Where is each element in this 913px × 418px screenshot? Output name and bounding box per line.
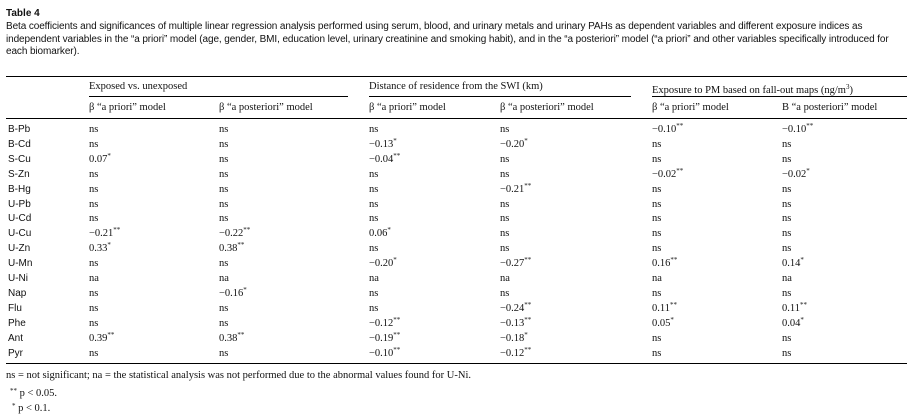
table-cell xyxy=(652,167,683,182)
table-cell xyxy=(369,271,379,286)
cell-value: ns xyxy=(652,287,662,299)
significance-mark: * xyxy=(670,315,674,324)
table-cell xyxy=(369,137,397,152)
table-cell xyxy=(89,331,114,346)
table-row xyxy=(0,197,913,212)
cell-value: ns xyxy=(369,124,379,135)
table-cell xyxy=(369,256,397,271)
cell-value: ns xyxy=(89,258,99,270)
row-label: U-Mn xyxy=(8,258,33,270)
cell-value: ns xyxy=(500,287,510,299)
row-label: U-Cu xyxy=(8,228,32,240)
table-bottom-rule xyxy=(6,363,907,364)
significance-mark: * xyxy=(524,136,528,145)
cell-value: −0.16 xyxy=(219,287,244,299)
group-header-label: Distance of residence from the SWI (km) xyxy=(369,81,543,92)
significance-mark: * xyxy=(243,285,247,294)
cell-value: ns xyxy=(782,213,792,225)
table-cell xyxy=(89,211,98,226)
row-label: Pyr xyxy=(8,347,23,359)
significance-mark: * xyxy=(800,315,804,324)
cell-value: ns xyxy=(369,243,379,255)
cell-value: ns xyxy=(89,302,99,314)
table-cell xyxy=(782,331,791,346)
table-cell xyxy=(89,152,111,167)
cell-value: ns xyxy=(500,198,510,210)
cell-value: ns xyxy=(219,153,229,165)
cell-value: ns xyxy=(219,302,229,314)
significance-mark: * xyxy=(806,166,810,175)
table-cell xyxy=(782,197,791,212)
cell-value: ns xyxy=(500,228,510,240)
cell-value: 0.38 xyxy=(219,243,238,255)
table-cell xyxy=(652,241,661,256)
table-cell xyxy=(219,137,228,152)
cell-value: ns xyxy=(500,168,510,180)
cell-value: −0.12 xyxy=(369,317,394,329)
cell-value: ns xyxy=(652,228,662,240)
cell-value: ns xyxy=(219,347,229,359)
cell-value: −0.02 xyxy=(782,168,807,180)
cell-value: ns xyxy=(782,243,792,255)
table-cell xyxy=(369,182,378,197)
footnote-mark: ** xyxy=(10,387,17,395)
table-cell xyxy=(782,271,792,286)
table-row xyxy=(0,211,913,226)
footnote-p005 xyxy=(10,385,57,400)
table-cell xyxy=(500,182,531,197)
cell-value: na xyxy=(219,273,229,284)
cell-value: ns xyxy=(500,153,510,165)
table-cell xyxy=(652,301,677,316)
significance-mark: * xyxy=(800,256,804,265)
cell-value: ns xyxy=(500,213,510,225)
table-cell xyxy=(89,122,98,137)
table-row xyxy=(0,316,913,331)
cell-value: ns xyxy=(369,213,379,225)
table-cell xyxy=(782,316,804,331)
cell-value: ns xyxy=(89,138,99,150)
cell-value: ns xyxy=(782,332,792,344)
row-label: Phe xyxy=(8,317,26,329)
table-cell xyxy=(89,137,98,152)
group-header-label: Exposure to PM based on fall-out maps (ng/m xyxy=(652,85,846,96)
cell-value: ns xyxy=(652,153,662,165)
table-top-rule xyxy=(6,76,907,77)
row-label: U-Ni xyxy=(8,273,28,284)
table-label: Table 4 xyxy=(6,8,40,19)
cell-value: ns xyxy=(219,168,229,180)
table-cell xyxy=(219,331,244,346)
table-cell xyxy=(782,182,791,197)
footnote-abbreviations xyxy=(6,370,471,382)
cell-value: 0.16 xyxy=(652,258,671,270)
significance-mark: * xyxy=(107,151,111,160)
group-header-unit-suffix: ) xyxy=(849,85,853,96)
table-cell xyxy=(782,167,810,182)
significance-mark: ** xyxy=(524,315,532,324)
cell-value: ns xyxy=(782,183,792,195)
cell-value: ns xyxy=(89,317,99,329)
significance-mark: ** xyxy=(524,300,532,309)
table-cell xyxy=(500,197,509,212)
cell-value: ns xyxy=(652,198,662,210)
table-cell xyxy=(652,211,661,226)
significance-mark: ** xyxy=(670,300,677,309)
cell-value: ns xyxy=(782,138,792,150)
significance-mark: ** xyxy=(524,345,532,354)
subheader-col-1: β “a priori” model xyxy=(89,102,166,113)
significance-mark: * xyxy=(107,241,111,250)
cell-value: ns xyxy=(782,198,792,210)
cell-value: ns xyxy=(782,153,792,165)
table-cell xyxy=(782,122,813,137)
cell-value: ns xyxy=(369,183,379,195)
table-row xyxy=(0,182,913,197)
significance-mark: ** xyxy=(237,330,245,339)
table-cell xyxy=(782,152,791,167)
table-cell xyxy=(652,316,674,331)
cell-value: −0.04 xyxy=(369,153,394,165)
table-cell xyxy=(500,122,509,137)
cell-value: na xyxy=(89,273,99,284)
table-cell xyxy=(652,197,661,212)
cell-value: ns xyxy=(89,347,99,359)
table-cell xyxy=(89,226,120,241)
table-cell xyxy=(500,316,531,331)
table-row xyxy=(0,137,913,152)
footnote-text: p < 0.1. xyxy=(18,403,51,414)
header-bottom-rule xyxy=(6,118,907,119)
table-cell xyxy=(89,167,98,182)
table-cell xyxy=(89,301,98,316)
table-cell xyxy=(369,226,391,241)
table-cell xyxy=(782,241,791,256)
table-caption xyxy=(6,8,906,59)
cell-value: na xyxy=(782,273,792,284)
table-cell xyxy=(219,271,229,286)
table-cell xyxy=(219,226,250,241)
table-cell xyxy=(782,256,804,271)
table-cell xyxy=(369,346,400,361)
cell-value: ns xyxy=(782,287,792,299)
table-cell xyxy=(369,301,378,316)
table-cell xyxy=(219,346,228,361)
cell-value: ns xyxy=(652,332,662,344)
table-cell xyxy=(219,211,228,226)
cell-value: ns xyxy=(500,243,510,255)
cell-value: −0.27 xyxy=(500,258,525,270)
subheader-col-3: β “a priori” model xyxy=(369,102,446,113)
cell-value: ns xyxy=(369,198,379,210)
cell-value: −0.20 xyxy=(369,258,394,270)
table-cell xyxy=(219,286,247,301)
group-rule-distance xyxy=(369,96,631,97)
cell-value: ns xyxy=(782,228,792,240)
table-cell xyxy=(369,316,400,331)
table-cell xyxy=(782,301,807,316)
table-cell xyxy=(89,241,111,256)
cell-value: −0.18 xyxy=(500,332,525,344)
table-row xyxy=(0,346,913,361)
cell-value: −0.13 xyxy=(369,138,394,150)
cell-value: 0.14 xyxy=(782,258,801,270)
cell-value: −0.02 xyxy=(652,168,677,180)
table-row xyxy=(0,271,913,286)
cell-value: −0.10 xyxy=(652,124,677,135)
table-cell xyxy=(369,211,378,226)
cell-value: na xyxy=(500,273,510,284)
cell-value: ns xyxy=(89,124,99,135)
cell-value: ns xyxy=(652,183,662,195)
table-cell xyxy=(500,256,531,271)
significance-mark: * xyxy=(393,136,397,145)
cell-value: −0.22 xyxy=(219,228,244,240)
significance-mark: ** xyxy=(524,181,532,190)
row-label: U-Cd xyxy=(8,213,32,225)
table-cell xyxy=(89,256,98,271)
cell-value: ns xyxy=(219,124,229,135)
table-cell xyxy=(89,286,98,301)
cell-value: ns xyxy=(89,287,99,299)
cell-value: 0.11 xyxy=(782,302,800,314)
table-cell xyxy=(782,226,791,241)
footnote-mark: * xyxy=(12,402,16,410)
cell-value: ns xyxy=(782,347,792,359)
significance-mark: ** xyxy=(800,300,807,309)
significance-mark: * xyxy=(524,330,528,339)
significance-mark: ** xyxy=(806,122,814,130)
significance-mark: ** xyxy=(670,256,678,265)
cell-value: ns xyxy=(369,168,379,180)
table-cell xyxy=(500,271,510,286)
cell-value: −0.20 xyxy=(500,138,525,150)
cell-value: ns xyxy=(219,198,229,210)
table-cell xyxy=(89,182,98,197)
table-cell xyxy=(219,316,228,331)
cell-value: ns xyxy=(500,124,510,135)
table-cell xyxy=(500,346,531,361)
row-label: B-Pb xyxy=(8,124,31,135)
table-cell xyxy=(89,316,98,331)
significance-mark: ** xyxy=(237,241,245,250)
cell-value: −0.19 xyxy=(369,332,394,344)
footnote-p01 xyxy=(12,400,50,415)
table-row xyxy=(0,167,913,182)
cell-value: ns xyxy=(219,213,229,225)
cell-value: 0.39 xyxy=(89,332,108,344)
row-label: Ant xyxy=(8,332,24,344)
table-cell xyxy=(652,256,677,271)
table-cell xyxy=(500,331,528,346)
cell-value: ns xyxy=(219,138,229,150)
significance-mark: ** xyxy=(113,226,121,235)
group-header-distance xyxy=(369,81,543,93)
table-cell xyxy=(219,182,228,197)
group-rule-exposed xyxy=(89,96,348,97)
cell-value: ns xyxy=(89,198,99,210)
table-cell xyxy=(369,286,378,301)
table-cell xyxy=(369,197,378,212)
table-cell xyxy=(782,346,791,361)
cell-value: −0.10 xyxy=(369,347,394,359)
table-row xyxy=(0,226,913,241)
cell-value: −0.21 xyxy=(89,228,114,240)
table-row xyxy=(0,241,913,256)
cell-value: −0.21 xyxy=(500,183,525,195)
table-cell xyxy=(89,346,98,361)
cell-value: 0.06 xyxy=(369,228,388,240)
table-cell xyxy=(219,301,228,316)
cell-value: ns xyxy=(219,258,229,270)
subheader-col-6: B “a posteriori” model xyxy=(782,102,878,113)
table-cell xyxy=(369,122,378,137)
significance-mark: ** xyxy=(676,166,684,175)
table-cell xyxy=(782,286,791,301)
table-cell xyxy=(652,182,661,197)
cell-value: 0.04 xyxy=(782,317,801,329)
table-cell xyxy=(89,197,98,212)
table-caption-text: Beta coefficients and significances of multiple linear regression analysis performed using serum, blood, and urinary metals and urinary PAHs as dependent variables and different exposure indices as independent variables in the “a priori” model (age, gender, BMI, education level, urinary creatinine and smoking habit), and in the “a posteriori” model (“a priori” and other variables specifically introduced for each biomarker). xyxy=(6,21,889,57)
subheader-col-2: β “a posteriori” model xyxy=(219,102,313,113)
table-cell xyxy=(652,346,661,361)
table-cell xyxy=(219,256,228,271)
cell-value: 0.33 xyxy=(89,243,108,255)
table-cell xyxy=(652,271,662,286)
significance-mark: * xyxy=(393,256,397,265)
table-cell xyxy=(500,226,509,241)
group-header-label: Exposed vs. unexposed xyxy=(89,81,188,92)
table-cell xyxy=(369,152,400,167)
footnote-text: p < 0.05. xyxy=(19,388,58,399)
cell-value: −0.13 xyxy=(500,317,525,329)
table-cell xyxy=(219,197,228,212)
row-label: S-Zn xyxy=(8,168,30,180)
cell-value: ns xyxy=(369,287,379,299)
row-label: U-Zn xyxy=(8,243,31,255)
table-cell xyxy=(219,152,228,167)
cell-value: ns xyxy=(219,183,229,195)
group-header-exposed xyxy=(89,81,187,93)
table-cell xyxy=(89,271,99,286)
cell-value: ns xyxy=(89,168,99,180)
table-cell xyxy=(500,241,509,256)
cell-value: ns xyxy=(369,302,379,314)
cell-value: 0.05 xyxy=(652,317,671,329)
table-row xyxy=(0,286,913,301)
table-row xyxy=(0,301,913,316)
row-label: B-Cd xyxy=(8,138,31,150)
table-cell xyxy=(369,331,400,346)
group-header-unit-sup: 3 xyxy=(845,83,850,91)
significance-mark: ** xyxy=(107,330,115,339)
table-cell xyxy=(782,211,791,226)
cell-value: na xyxy=(652,273,662,284)
table-cell xyxy=(652,137,661,152)
table-cell xyxy=(782,137,791,152)
cell-value: ns xyxy=(652,243,662,255)
table-cell xyxy=(369,167,378,182)
row-label: Flu xyxy=(8,302,22,314)
significance-mark: * xyxy=(387,226,391,235)
cell-value: ns xyxy=(89,183,99,195)
significance-mark: ** xyxy=(524,256,532,265)
row-label: U-Pb xyxy=(8,198,31,210)
cell-value: ns xyxy=(89,213,99,225)
table-cell xyxy=(219,122,228,137)
subheader-col-5: β “a priori” model xyxy=(652,102,729,113)
table-cell xyxy=(500,167,509,182)
table-row xyxy=(0,256,913,271)
table-cell xyxy=(500,301,531,316)
significance-mark: ** xyxy=(393,345,401,354)
significance-mark: ** xyxy=(393,330,401,339)
table-cell xyxy=(652,286,661,301)
table-cell xyxy=(652,152,661,167)
cell-value: −0.10 xyxy=(782,124,807,135)
cell-value: ns xyxy=(652,138,662,150)
cell-value: 0.11 xyxy=(652,302,670,314)
row-label: S-Cu xyxy=(8,153,31,165)
cell-value: ns xyxy=(652,347,662,359)
significance-mark: ** xyxy=(393,151,401,160)
significance-mark: ** xyxy=(393,315,401,324)
table-cell xyxy=(219,241,244,256)
cell-value: −0.24 xyxy=(500,302,525,314)
table-row xyxy=(0,122,913,137)
table-cell xyxy=(652,331,661,346)
group-header-pm-exposure xyxy=(652,81,853,97)
table-row xyxy=(0,331,913,346)
table-cell xyxy=(500,152,509,167)
table-cell xyxy=(652,122,683,137)
cell-value: 0.38 xyxy=(219,332,238,344)
footnote-text: ns = not significant; na = the statistical analysis was not performed due to the abnormal values found for U-Ni. xyxy=(6,370,471,381)
cell-value: 0.07 xyxy=(89,153,108,165)
cell-value: ns xyxy=(219,317,229,329)
table-cell xyxy=(500,286,509,301)
cell-value: −0.12 xyxy=(500,347,525,359)
row-label: B-Hg xyxy=(8,183,31,195)
subheader-col-4: β “a posteriori” model xyxy=(500,102,594,113)
table-cell xyxy=(500,211,509,226)
table-cell xyxy=(500,137,528,152)
table-cell xyxy=(652,226,661,241)
table-cell xyxy=(219,167,228,182)
cell-value: ns xyxy=(652,213,662,225)
row-label: Nap xyxy=(8,287,27,299)
table-row xyxy=(0,152,913,167)
group-rule-pm-exposure xyxy=(652,96,907,97)
cell-value: na xyxy=(369,273,379,284)
significance-mark: ** xyxy=(243,226,251,235)
significance-mark: ** xyxy=(676,122,684,130)
table-cell xyxy=(369,241,378,256)
